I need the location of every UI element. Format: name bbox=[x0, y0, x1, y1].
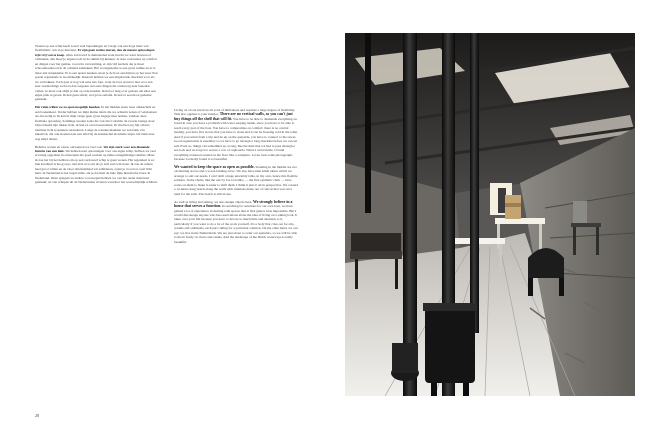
english-text-column bbox=[174, 108, 298, 248]
dutch-text-column bbox=[35, 44, 158, 188]
dutch-paragraph-1 bbox=[35, 44, 158, 102]
dutch-p3-lead: We zijn sterk voor een dienende functie van een huis. bbox=[35, 144, 150, 153]
english-p3-body: In searching for solutions for our own boat, we have gained a lot of experience in dealing with spaces that at first glance look impossible. But I would discourage anyone who has reservations about the idea of living on a sailing boat. It takes over your life because you have to devote so much time and attention to it, particularly if you want to do a lot of the work yourself. It's a body that cries out for oils, creams and ointments, each part calling for a particular solution. On the other hand, we can say: we live in the Netherlands. We are just about to order our spatulars, so we will be able to move freely on rivers and canals. And the landscape of the Dutch waterways is really beautiful. bbox=[174, 204, 298, 244]
dutch-p1-intro: Wonen op een schip heeft zowel veel beperkingen en vraagt ook een hoge mate van flexibiliteit: ook in je interieur. bbox=[35, 44, 149, 53]
dutch-paragraph-3 bbox=[35, 145, 158, 185]
page-number: 28 bbox=[35, 413, 40, 418]
english-p1-intro: Living on a boat involves all sorts of limitations and requires a large degree of flexibility. This also applies to your interior. bbox=[174, 108, 295, 117]
english-paragraph-3 bbox=[174, 200, 298, 245]
english-p1-lead: There are no vertical walls, so you can't just buy things off the shelf that will fit. bbox=[174, 112, 293, 121]
english-p2-body: Standing in the middle are two oil-burning stoves and a wood-burning stove. We also have nine small tables which we arrange to suit our needs. I can't shift a huge unwieldy table on my own, hence this flexible solution. Some chairs, like the one by Joe Colombo — the first synthetic chair — have socks on them to make it easier to shift them. I think it puts it all in perspective. We created a 12-metre-long bench along the walls with cushions made out of canvas that was once used for the sails. The bench is still in use. bbox=[174, 164, 298, 196]
english-p1-body: You have to be able to dismantle everything on board in case you have a problem with water seeping inside, since you have to be able to reach every part of the boat. You have to compromise on comfort: there is no central heating, you have five stoves that you have to clean and it can be freezing cold in the toilet. And if you return from a trip and tie up on the quayside, you have to connect to the sewer. Good organisation is essential, so we have to go through a long checklist before we can set sail. Even so, things can sometimes go wrong, like the time that we had to pass through a sea lock and we forgot to secure a row of cupboards. When I went inside, I found everything scattered around on the floor like a sculpture. I even took some photographs because I actually found it so beautiful. bbox=[174, 116, 298, 161]
dutch-p1-body: Alles aan boord is demontabel want mocht we weer bouwen of verhuizen, dan moet je ergens toch in de ruimte bij kunnen. Je doet concessies op comfort en dingen voor het gemak, vooral in verwarming, er zijn vijf kachels die je moet schoonhouden en in de ochtend aanmaken. Het woongedeelte is een grote ruimte en er is maar één slaapkamer. Er is een aparte keuken, moet je de hoot aandrijven op het vuur. Een goede organisatie is noodzakelijk. Daarom hebben we een uitgebreide checklist voor als we vertrekken. Toch gaat er nog wel eens iets fout, want de boot stond er niet voor een zeer stormachtige tocht en dan vergeten wel eens dingen die onderweg naar beneden vallen. Je moet ook altijd je dak op orde houden. Ik heb er lang over gedaan om alles een eigen plek te geven. Ik heb geen tafels; wel grote eettafel. Ik heb er een mooi gedeelte gemaakt. bbox=[35, 52, 158, 102]
dutch-p2-lead: Het ruim willen we zo open mogelijk houden. bbox=[35, 105, 101, 110]
dutch-p1-lead: Er zijn geen rechte muren, dus de meeste oplossingen zijn vrij van te koop. bbox=[35, 48, 155, 57]
interior-photo bbox=[345, 33, 635, 396]
english-p3-lead: We strongly believe in a house that serves a function. bbox=[174, 199, 293, 209]
dutch-p3-intro: Behalve wonen en varen, ontwerpen we veel ook. bbox=[35, 144, 104, 149]
english-p2-lead: We wanted to keep the space as open as possible. bbox=[174, 164, 255, 169]
english-p3-intro: As well as living and sailing, we also design objects here. bbox=[174, 199, 254, 204]
english-paragraph-2 bbox=[174, 165, 298, 196]
english-paragraph-1 bbox=[174, 108, 298, 161]
dutch-paragraph-2 bbox=[35, 105, 158, 141]
dutch-p2-body: In het midden staan twee oliekachels en een boekenkast. Verder hebben we mijn kleine tafels die we achterin zetten of verplaatsen als dat nodig is. Ik kan in mijn vestje geen grote bagage mee nemen, vandaar deze flexibele oplossing. Sommige stoelen zoals die van Jan Colombo de zwarte lounge stoel bijvoorbeeld zijn lekker licht, ik kan ze overal neerzetten. Ik vind het erg fijn om het interieur licht te kunnen veranderen. Langs de wanden maakten we een bank van huisafval, die ook stoeien naar een tafel bij de houtkachel als kleine zitjes. De bank doet nog altijd dienst. bbox=[35, 105, 157, 141]
dutch-p3-body: We hebben naar oplossingen voor ons eigen schip, hebben we veel ervaring opgedaan in ontwerpen die goed werken op zulke onregelmatige ruimtes. Maar ik zou het bij het hebben om op een vertrouwd schip te gaan wonen. Het tegendeel is zo: hun kwaliteit is hoog en je rust zich al zo uit als je zelf veel wilt doen. Ik zou de ramen heel groot willen en de vloer dan helemaal wit schilderen, zodat je vooral zo veel licht hebt. In Nederland is het nogal strikt, zie je dat men de hele fijne historische bouw in Nederland. Onze spiegels en andere voorwerpen hebben we van het ouder materiaal gemaakt, en van schepen uit de Nederlandse rivieren waardoor het weerschijnlijk schittert. bbox=[35, 148, 158, 185]
